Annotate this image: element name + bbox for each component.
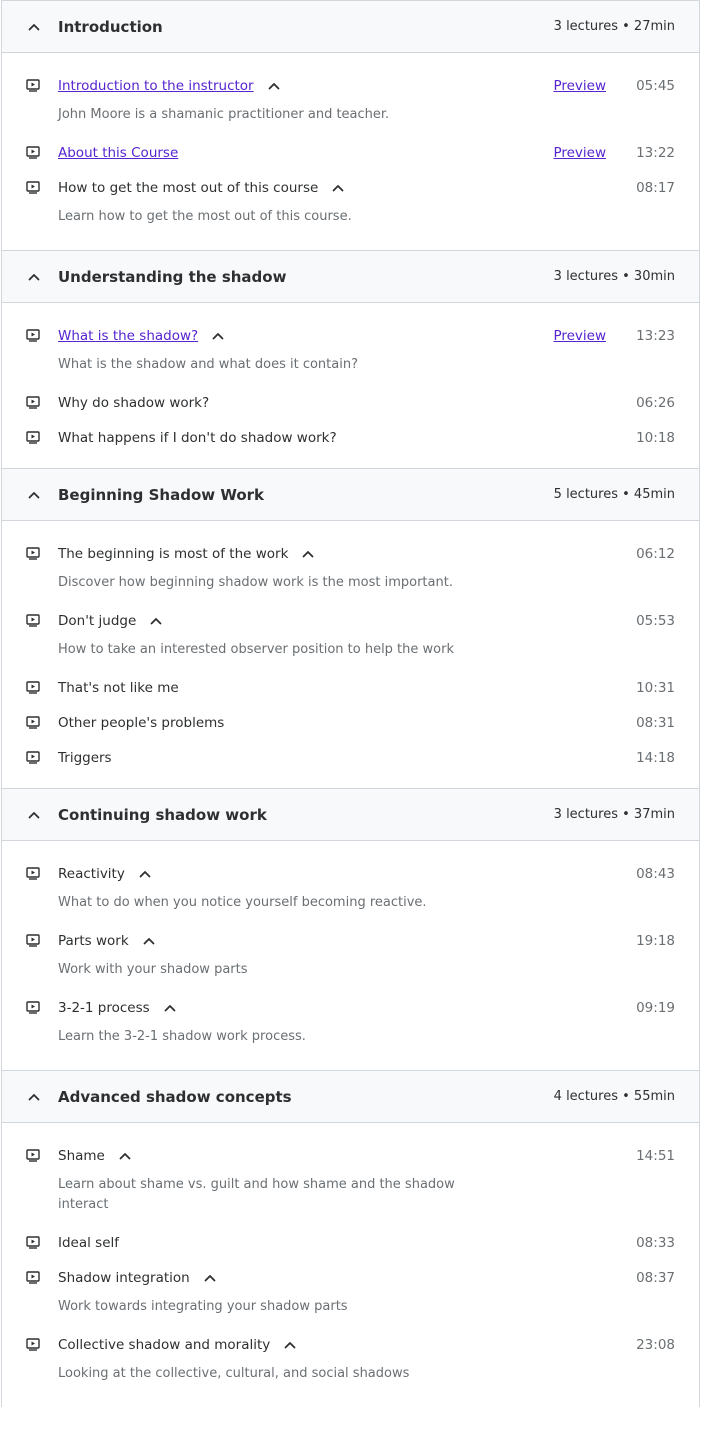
lecture-title: The beginning is most of the work [58, 545, 289, 562]
video-icon [26, 1235, 42, 1251]
section-header[interactable] [2, 251, 699, 303]
lecture-item [2, 536, 699, 603]
video-icon [26, 546, 42, 562]
video-icon [26, 715, 42, 731]
preview-link[interactable]: Preview [553, 327, 606, 344]
preview-link[interactable]: Preview [553, 77, 606, 94]
section-header[interactable] [2, 1, 699, 53]
section-lecture-list [2, 1123, 699, 1407]
chevron-up-icon[interactable] [144, 609, 168, 633]
lecture-item [2, 705, 699, 740]
chevron-up-icon[interactable] [26, 487, 42, 503]
video-icon [26, 680, 42, 696]
lecture-row [26, 1327, 675, 1362]
lecture-title[interactable]: About this Course [58, 144, 179, 161]
lecture-title: What happens if I don't do shadow work? [58, 429, 337, 446]
chevron-up-icon[interactable] [133, 862, 157, 886]
lecture-row [26, 318, 675, 353]
video-icon [26, 395, 42, 411]
curriculum-section [2, 250, 699, 468]
lecture-title[interactable]: What is the shadow? [58, 327, 199, 344]
chevron-up-icon[interactable] [26, 19, 42, 35]
lecture-duration: 05:53 [636, 612, 675, 629]
course-curriculum [1, 0, 700, 1407]
lecture-duration: 08:31 [636, 714, 675, 731]
lecture-item [2, 1327, 699, 1394]
lecture-duration: 08:37 [636, 1269, 675, 1286]
lecture-duration: 10:31 [636, 679, 675, 696]
lecture-item [2, 670, 699, 705]
curriculum-section [2, 468, 699, 788]
lecture-duration: 13:22 [636, 144, 675, 161]
lecture-duration: 09:19 [636, 999, 675, 1016]
lecture-title: Reactivity [58, 865, 125, 882]
section-lecture-count: 5 lectures • 45min [553, 487, 675, 502]
lecture-row [26, 856, 675, 891]
video-icon [26, 613, 42, 629]
lecture-duration: 23:08 [636, 1336, 675, 1353]
lecture-description: What is the shadow and what does it contain? [58, 357, 358, 372]
lecture-title: Other people's problems [58, 714, 225, 731]
lecture-description: Looking at the collective, cultural, and social shadows [58, 1366, 410, 1381]
lecture-item [2, 1260, 699, 1327]
lecture-title: Ideal self [58, 1234, 120, 1251]
lecture-description: What to do when you notice yourself becoming reactive. [58, 895, 427, 910]
lecture-item [2, 170, 699, 237]
video-icon [26, 866, 42, 882]
lecture-duration: 13:23 [636, 327, 675, 344]
section-title: Advanced shadow concepts [58, 1087, 292, 1106]
lecture-title: How to get the most out of this course [58, 179, 319, 196]
video-icon [26, 430, 42, 446]
lecture-description: Work towards integrating your shadow parts [58, 1299, 348, 1314]
curriculum-section [2, 788, 699, 1070]
video-icon [26, 750, 42, 766]
lecture-duration: 19:18 [636, 932, 675, 949]
lecture-item [2, 68, 699, 135]
chevron-up-icon[interactable] [26, 1089, 42, 1105]
chevron-up-icon[interactable] [113, 1144, 137, 1168]
chevron-up-icon[interactable] [137, 929, 161, 953]
lecture-description: How to take an interested observer position to help the work [58, 642, 454, 657]
lecture-title: That's not like me [58, 679, 179, 696]
chevron-up-icon[interactable] [26, 807, 42, 823]
lecture-duration: 10:18 [636, 429, 675, 446]
lecture-row [26, 990, 675, 1025]
lecture-duration: 14:18 [636, 749, 675, 766]
section-lecture-list [2, 521, 699, 788]
lecture-row [26, 170, 675, 205]
lecture-duration: 08:43 [636, 865, 675, 882]
lecture-row [26, 536, 675, 571]
chevron-up-icon[interactable] [206, 324, 230, 348]
lecture-row [26, 68, 675, 103]
lecture-title: 3-2-1 process [58, 999, 150, 1016]
lecture-title: Collective shadow and morality [58, 1336, 271, 1353]
lecture-row [26, 1260, 675, 1295]
lecture-item [2, 385, 699, 420]
video-icon [26, 180, 42, 196]
lecture-title: Don't judge [58, 612, 137, 629]
lecture-title: Why do shadow work? [58, 394, 210, 411]
section-header[interactable] [2, 789, 699, 841]
lecture-row [26, 385, 675, 420]
lecture-item [2, 740, 699, 775]
section-lecture-count: 4 lectures • 55min [553, 1089, 675, 1104]
section-header[interactable] [2, 469, 699, 521]
lecture-item [2, 1138, 699, 1225]
lecture-title: Triggers [58, 749, 112, 766]
lecture-title: Shadow integration [58, 1269, 190, 1286]
chevron-up-icon[interactable] [278, 1333, 302, 1357]
section-title: Beginning Shadow Work [58, 485, 265, 504]
section-lecture-list [2, 841, 699, 1070]
lecture-row [26, 740, 675, 775]
section-title: Continuing shadow work [58, 805, 267, 824]
video-icon [26, 1270, 42, 1286]
lecture-item [2, 318, 699, 385]
lecture-item [2, 420, 699, 455]
lecture-duration: 08:17 [636, 179, 675, 196]
lecture-title: Shame [58, 1147, 105, 1164]
video-icon [26, 78, 42, 94]
section-header[interactable] [2, 1071, 699, 1123]
lecture-row [26, 135, 675, 170]
lecture-title: Parts work [58, 932, 129, 949]
lecture-description: Learn how to get the most out of this course. [58, 209, 352, 224]
lecture-item [2, 603, 699, 670]
video-icon [26, 933, 42, 949]
chevron-up-icon[interactable] [26, 269, 42, 285]
section-lecture-count: 3 lectures • 30min [553, 269, 675, 284]
chevron-up-icon[interactable] [262, 74, 286, 98]
lecture-description: Discover how beginning shadow work is the most important. [58, 575, 453, 590]
lecture-row [26, 923, 675, 958]
lecture-row [26, 420, 675, 455]
lecture-duration: 05:45 [636, 77, 675, 94]
section-lecture-count: 3 lectures • 37min [553, 807, 675, 822]
lecture-description: Learn the 3-2-1 shadow work process. [58, 1029, 306, 1044]
chevron-up-icon[interactable] [296, 542, 320, 566]
lecture-duration: 14:51 [636, 1147, 675, 1164]
lecture-duration: 06:12 [636, 545, 675, 562]
video-icon [26, 328, 42, 344]
lecture-description: John Moore is a shamanic practitioner and teacher. [58, 107, 390, 122]
section-lecture-list [2, 303, 699, 468]
lecture-item [2, 135, 699, 170]
lecture-item [2, 990, 699, 1057]
lecture-item [2, 856, 699, 923]
lecture-item [2, 1225, 699, 1260]
lecture-description: Work with your shadow parts [58, 962, 248, 977]
lecture-row [26, 670, 675, 705]
lecture-row [26, 1138, 675, 1173]
preview-link[interactable]: Preview [553, 144, 606, 161]
lecture-row [26, 603, 675, 638]
lecture-row [26, 705, 675, 740]
video-icon [26, 1148, 42, 1164]
chevron-up-icon[interactable] [326, 176, 350, 200]
lecture-duration: 08:33 [636, 1234, 675, 1251]
lecture-title[interactable]: Introduction to the instructor [58, 77, 254, 94]
chevron-up-icon[interactable] [198, 1266, 222, 1290]
lecture-row [26, 1225, 675, 1260]
section-title: Understanding the shadow [58, 267, 287, 286]
video-icon [26, 1000, 42, 1016]
lecture-description: Learn about shame vs. guilt and how shame and the shadow interact [58, 1177, 455, 1212]
lecture-item [2, 923, 699, 990]
curriculum-section [2, 0, 699, 250]
section-lecture-list [2, 53, 699, 250]
video-icon [26, 145, 42, 161]
section-lecture-count: 3 lectures • 27min [553, 19, 675, 34]
chevron-up-icon[interactable] [158, 996, 182, 1020]
curriculum-section [2, 1070, 699, 1407]
section-title: Introduction [58, 17, 163, 36]
video-icon [26, 1337, 42, 1353]
lecture-duration: 06:26 [636, 394, 675, 411]
